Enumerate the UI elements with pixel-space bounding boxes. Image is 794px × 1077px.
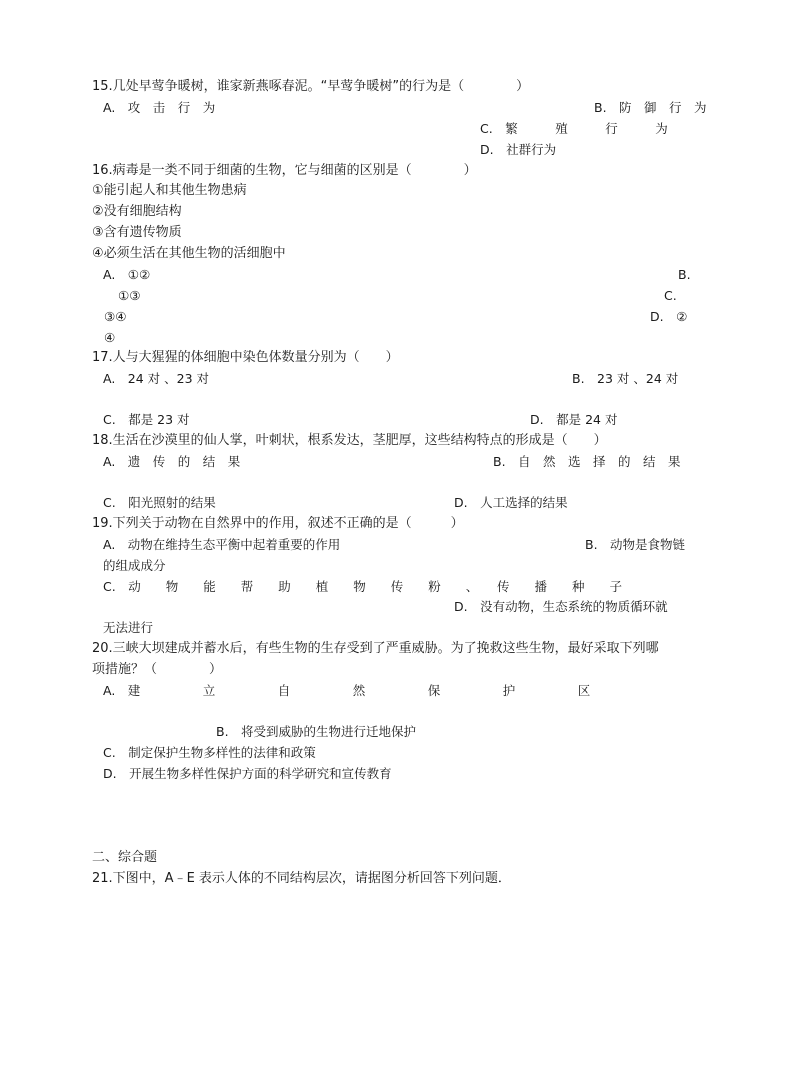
q16-statement-3: ③含有遗传物质 <box>92 225 182 240</box>
q20-stem-continued: 项措施？（ ） <box>92 662 223 677</box>
q15-option-c[interactable]: C. 繁 殖 行 为 <box>480 121 668 136</box>
q19-option-b-continued: 的组成成分 <box>103 558 166 573</box>
q16-statement-2: ②没有细胞结构 <box>92 204 182 219</box>
q17-option-b[interactable]: B. 23 对 、24 对 <box>572 371 679 386</box>
q15-stem: 15.几处早莺争暖树，谁家新燕啄春泥。“早莺争暖树”的行为是（ ） <box>92 79 530 94</box>
q19-option-d[interactable]: D. 没有动物，生态系统的物质循环就 <box>454 599 668 614</box>
q16-option-d-label[interactable]: D. ② <box>650 309 688 324</box>
q19-option-c[interactable]: C. 动 物 能 帮 助 植 物 传 粉 、 传 播 种 子 <box>103 579 622 594</box>
q19-stem: 19.下列关于动物在自然界中的作用，叙述不正确的是（ ） <box>92 516 464 531</box>
q19-option-a[interactable]: A. 动物在维持生态平衡中起着重要的作用 <box>103 537 341 552</box>
q16-stem: 16.病毒是一类不同于细菌的生物，它与细菌的区别是（ ） <box>92 163 477 178</box>
q18-option-c[interactable]: C. 阳光照射的结果 <box>103 495 216 510</box>
q20-stem: 20.三峡大坝建成并蓄水后，有些生物的生存受到了严重威胁。为了挽救这些生物，最好采取下列哪 <box>92 641 659 656</box>
q18-option-b[interactable]: B. 自 然 选 择 的 结 果 <box>493 454 681 469</box>
q20-option-b[interactable]: B. 将受到威胁的生物进行迁地保护 <box>216 724 417 739</box>
q18-stem: 18.生活在沙漠里的仙人掌，叶刺状，根系发达，茎肥厚，这些结构特点的形成是（ ） <box>92 433 607 448</box>
q21-stem: 21.下图中，A﹣E 表示人体的不同结构层次，请据图分析回答下列问题． <box>92 871 511 886</box>
q18-option-a[interactable]: A. 遗 传 的 结 果 <box>103 454 241 469</box>
q15-option-b[interactable]: B. 防 御 行 为 <box>594 100 707 115</box>
q17-option-a[interactable]: A. 24 对 、23 对 <box>103 371 210 386</box>
q16-option-c-label[interactable]: C. <box>664 288 677 303</box>
q19-option-d-continued: 无法进行 <box>103 620 154 635</box>
q18-option-d[interactable]: D. 人工选择的结果 <box>454 495 568 510</box>
q17-stem: 17.人与大猩猩的体细胞中染色体数量分别为（ ） <box>92 350 399 365</box>
q16-statement-1: ①能引起人和其他生物患病 <box>92 183 247 198</box>
q19-option-b[interactable]: B. 动物是食物链 <box>585 537 686 552</box>
q15-option-a[interactable]: A. 攻 击 行 为 <box>103 100 216 115</box>
q16-option-c-value[interactable]: ③④ <box>104 309 127 324</box>
q16-option-b-value[interactable]: ①③ <box>118 288 141 303</box>
section-heading: 二、综合题 <box>92 850 158 865</box>
q17-option-c[interactable]: C. 都是 23 对 <box>103 412 190 427</box>
q20-option-d[interactable]: D. 开展生物多样性保护方面的科学研究和宣传教育 <box>103 766 392 781</box>
q17-option-d[interactable]: D. 都是 24 对 <box>530 412 618 427</box>
q16-option-b-label[interactable]: B. <box>678 267 691 282</box>
q20-option-a[interactable]: A. 建 立 自 然 保 护 区 <box>103 683 591 698</box>
q15-option-d[interactable]: D. 社群行为 <box>480 142 557 157</box>
q20-option-c[interactable]: C. 制定保护生物多样性的法律和政策 <box>103 745 316 760</box>
q16-option-a[interactable]: A. ①② <box>103 267 151 282</box>
q16-statement-4: ④必须生活在其他生物的活细胞中 <box>92 246 286 261</box>
q16-option-d-value[interactable]: ④ <box>104 330 116 345</box>
